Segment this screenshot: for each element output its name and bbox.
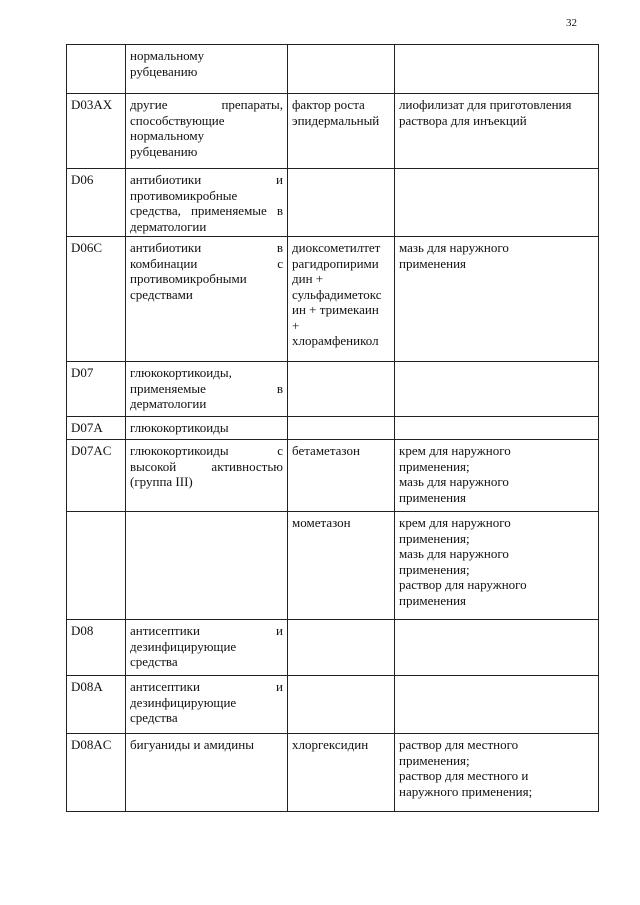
table-row (67, 362, 599, 417)
dosage-form-cell (395, 417, 599, 440)
atc-code-cell (67, 169, 126, 237)
group-name-line: антибиотики и (130, 172, 283, 187)
atc-code: D06C (71, 240, 103, 255)
atc-code-cell (67, 676, 126, 734)
drug-name-line: ин + тримекаин (292, 302, 379, 317)
group-name-line: другие препараты, (130, 97, 283, 112)
atc-code-cell (67, 45, 126, 94)
dosage-form-line: применения; (399, 530, 470, 546)
atc-code-cell (67, 734, 126, 812)
atc-code: D08A (71, 679, 103, 694)
group-name-cell (126, 417, 288, 440)
atc-code-cell (67, 440, 126, 512)
dosage-form-line: применения (399, 489, 467, 505)
table-row (67, 417, 599, 440)
dosage-form-line: раствор для местного (399, 737, 519, 752)
group-name-cell (126, 94, 288, 169)
dosage-form-line: применения; (399, 458, 470, 474)
dosage-form-line: применения (399, 592, 467, 608)
group-name-line: средствами (130, 286, 193, 302)
dosage-form-line: раствор для местного и (399, 768, 529, 783)
drug-name-line: + (292, 317, 300, 333)
group-name-line: глюкокортикоиды (130, 420, 229, 435)
group-name-cell (126, 169, 288, 237)
table-row (67, 734, 599, 812)
atc-code: D06 (71, 172, 94, 187)
table-row (67, 440, 599, 512)
group-name-cell (126, 512, 288, 620)
group-name-line: средства (130, 654, 178, 669)
drug-name-line: хлоргексидин (292, 737, 369, 752)
group-name-line: высокой активностью (130, 458, 283, 474)
dosage-form-line: лиофилизат для приготовления (399, 97, 572, 112)
dosage-form-line: крем для наружного (399, 443, 511, 458)
group-name-line: (группа III) (130, 474, 193, 489)
drug-name-line: эпидермальный (292, 112, 380, 128)
atc-code-cell (67, 94, 126, 169)
atc-code-cell (67, 237, 126, 362)
group-name-cell (126, 237, 288, 362)
group-name-line: глюкокортикоиды с (130, 443, 283, 458)
drug-name-cell (288, 676, 395, 734)
drug-name-cell (288, 94, 395, 169)
atc-code: D08AC (71, 737, 112, 752)
dosage-form-line: мазь для наружного (399, 546, 509, 561)
drug-name-line: сульфадиметокс (292, 286, 382, 302)
group-name-cell (126, 734, 288, 812)
dosage-form-cell (395, 45, 599, 94)
atc-code-cell (67, 417, 126, 440)
table-row (67, 620, 599, 676)
dosage-form-line: мазь для наружного (399, 474, 509, 489)
page-number: 32 (566, 17, 577, 29)
drug-name-line: мометазон (292, 515, 351, 530)
dosage-form-cell (395, 362, 599, 417)
drug-table (66, 44, 599, 812)
drug-name-line: диоксометилтет (292, 240, 381, 255)
dosage-form-cell (395, 734, 599, 812)
drug-name-cell (288, 734, 395, 812)
table-row (67, 676, 599, 734)
atc-code-cell (67, 620, 126, 676)
drug-name-cell (288, 440, 395, 512)
dosage-form-line: крем для наружного (399, 515, 511, 530)
group-name-line: средства, применяемые в (130, 203, 283, 218)
drug-name-cell (288, 512, 395, 620)
drug-name-line: бетаметазон (292, 443, 360, 458)
group-name-line: бигуаниды и амидины (130, 737, 254, 752)
group-name-line: дезинфицирующие (130, 694, 237, 710)
group-name-line: способствующие (130, 112, 225, 128)
table-row (67, 169, 599, 237)
group-name-line: глюкокортикоиды, (130, 365, 232, 380)
atc-code: D03AX (71, 97, 113, 112)
group-name-cell (126, 676, 288, 734)
dosage-form-line: наружного применения; (399, 783, 533, 799)
group-name-cell (126, 620, 288, 676)
dosage-form-cell (395, 94, 599, 169)
dosage-form-line: применения; (399, 752, 470, 768)
group-name-line: дерматологии (130, 218, 207, 234)
group-name-cell (126, 362, 288, 417)
group-name-line: противомикробные (130, 187, 238, 203)
group-name-line: рубцеванию (130, 63, 198, 79)
group-name-cell (126, 440, 288, 512)
group-name-line: средства (130, 710, 178, 725)
group-name-line: антибиотики в (130, 240, 283, 255)
dosage-form-cell (395, 620, 599, 676)
dosage-form-line: мазь для наружного (399, 240, 509, 255)
drug-name-cell (288, 620, 395, 676)
group-name-line: нормальному (130, 128, 205, 143)
group-name-cell (126, 45, 288, 94)
group-name-line: дерматологии (130, 396, 207, 411)
group-name-line: дезинфицирующие (130, 638, 237, 654)
drug-name-line: дин + (292, 271, 324, 286)
drug-name-cell (288, 45, 395, 94)
group-name-line: противомикробными (130, 271, 247, 286)
dosage-form-line: раствора для инъекций (399, 112, 527, 128)
group-name-line: рубцеванию (130, 143, 198, 159)
group-name-line: антисептики и (130, 679, 283, 694)
table-row (67, 237, 599, 362)
table-row (67, 512, 599, 620)
group-name-line: нормальному (130, 48, 205, 63)
atc-code: D07 (71, 365, 94, 380)
atc-code-cell (67, 362, 126, 417)
dosage-form-line: раствор для наружного (399, 577, 527, 592)
group-name-line: антисептики и (130, 623, 283, 638)
atc-code-cell (67, 512, 126, 620)
atc-code: D07AC (71, 443, 112, 458)
table-row (67, 45, 599, 94)
drug-name-line: рагидропирими (292, 255, 379, 271)
group-name-line: комбинации с (130, 255, 283, 271)
atc-code: D08 (71, 623, 94, 638)
drug-name-cell (288, 417, 395, 440)
dosage-form-cell (395, 169, 599, 237)
atc-code: D07A (71, 420, 103, 435)
drug-name-line: фактор роста (292, 97, 365, 112)
drug-name-cell (288, 237, 395, 362)
dosage-form-line: применения (399, 255, 467, 271)
dosage-form-cell (395, 676, 599, 734)
dosage-form-cell (395, 440, 599, 512)
drug-name-cell (288, 362, 395, 417)
table-row (67, 94, 599, 169)
dosage-form-cell (395, 512, 599, 620)
group-name-line: применяемые в (130, 380, 283, 396)
drug-name-cell (288, 169, 395, 237)
dosage-form-line: применения; (399, 561, 470, 577)
drug-name-line: хлорамфеникол (292, 333, 379, 348)
dosage-form-cell (395, 237, 599, 362)
